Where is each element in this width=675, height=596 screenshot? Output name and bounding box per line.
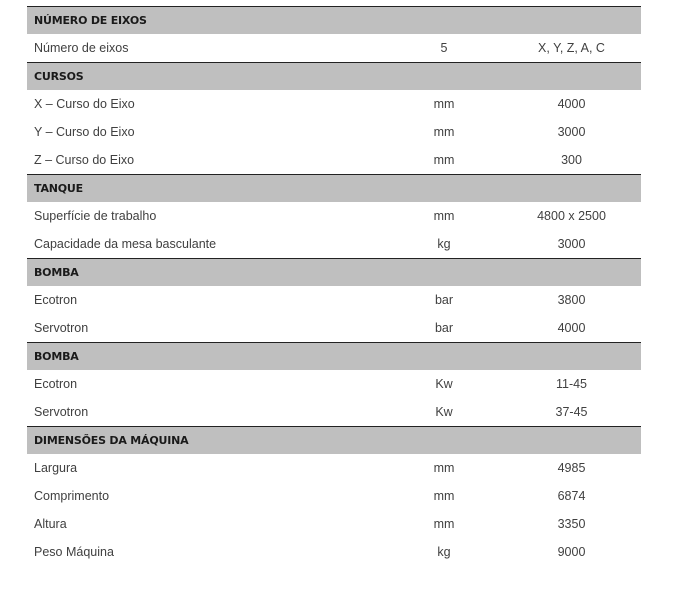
row-unit: mm [433, 125, 455, 139]
row-unit: 5 [440, 41, 448, 55]
row-label: Y – Curso do Eixo [34, 125, 135, 139]
row-value: 4800 x 2500 [537, 209, 606, 223]
table-row [27, 510, 641, 538]
row-unit: kg [437, 545, 451, 559]
row-value: 3000 [557, 125, 586, 139]
row-unit: mm [433, 209, 455, 223]
row-label: Número de eixos [34, 41, 129, 55]
section-header-numero-de-eixos [27, 7, 641, 35]
section-header-tanque [27, 175, 641, 203]
table-row [27, 34, 641, 63]
spec-table [27, 6, 641, 566]
row-label: Peso Máquina [34, 545, 114, 559]
row-unit: Kw [435, 377, 453, 391]
row-value: X, Y, Z, A, C [538, 41, 605, 55]
section-header-dimensoes [27, 427, 641, 455]
row-value: 6874 [557, 489, 586, 503]
row-unit: mm [433, 489, 455, 503]
table-row [27, 538, 641, 566]
row-unit: mm [433, 517, 455, 531]
row-label: Superfície de trabalho [34, 209, 157, 223]
row-value: 11-45 [555, 377, 588, 391]
table-row [27, 454, 641, 482]
row-label: Z – Curso do Eixo [34, 153, 135, 167]
table-row [27, 146, 641, 175]
table-row [27, 370, 641, 398]
row-label: Altura [34, 517, 67, 531]
section-header-cursos [27, 63, 641, 91]
row-unit: Kw [435, 405, 453, 419]
table-row [27, 286, 641, 314]
row-value: 3800 [557, 293, 586, 307]
table-row [27, 398, 641, 427]
table-row [27, 482, 641, 510]
table-row [27, 90, 641, 118]
section-title: CURSOS [27, 63, 641, 91]
row-unit: bar [434, 321, 454, 335]
row-unit: mm [433, 461, 455, 475]
table-row [27, 314, 641, 343]
row-label: Ecotron [34, 377, 78, 391]
table-row [27, 118, 641, 146]
row-value: 3000 [557, 237, 586, 251]
row-label: Servotron [34, 321, 89, 335]
table-row [27, 230, 641, 259]
row-label: X – Curso do Eixo [34, 97, 135, 111]
row-value: 37-45 [555, 405, 588, 419]
row-label: Servotron [34, 405, 89, 419]
row-label: Capacidade da mesa basculante [34, 237, 217, 251]
row-label: Largura [34, 461, 78, 475]
row-unit: kg [437, 237, 451, 251]
section-title: DIMENSÕES DA MÁQUINA [27, 427, 641, 455]
row-value: 4985 [557, 461, 586, 475]
section-title: NÚMERO DE EIXOS [27, 7, 641, 35]
row-value: 4000 [557, 321, 586, 335]
row-value: 3350 [557, 517, 586, 531]
row-unit: mm [433, 97, 455, 111]
table-row [27, 202, 641, 230]
row-unit: bar [434, 293, 454, 307]
section-header-bomba-pressao [27, 259, 641, 287]
row-value: 9000 [557, 545, 586, 559]
section-header-bomba-potencia [27, 343, 641, 371]
row-label: Ecotron [34, 293, 78, 307]
section-title: TANQUE [27, 175, 641, 203]
row-unit: mm [433, 153, 455, 167]
row-value: 300 [561, 153, 582, 167]
section-title: BOMBA [27, 343, 641, 371]
row-value: 4000 [557, 97, 586, 111]
row-label: Comprimento [34, 489, 110, 503]
section-title: BOMBA [27, 259, 641, 287]
